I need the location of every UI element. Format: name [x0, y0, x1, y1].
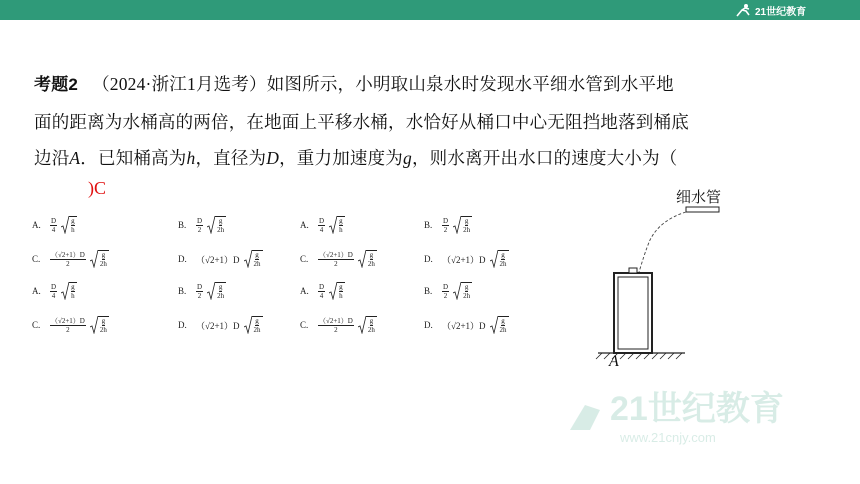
option-label: C.	[32, 254, 41, 264]
option-coef: （√2+1）D	[442, 320, 486, 331]
option-coef: （√2+1）D	[196, 254, 240, 265]
option-c	[32, 316, 109, 334]
option-fraction: $\frac{D}{2}$	[197, 216, 203, 234]
option-a	[300, 282, 345, 300]
bucket-diagram	[590, 180, 740, 380]
option-label: D.	[178, 254, 187, 264]
option-fraction: $\frac{D}{4}$	[319, 216, 325, 234]
option-label: A.	[300, 220, 309, 230]
sqrt-symbol: g 2h	[207, 282, 226, 300]
option-label: B.	[178, 286, 187, 296]
var-D: D	[266, 148, 280, 168]
sqrt-symbol: g 2h	[90, 250, 109, 268]
question-line-3	[34, 146, 677, 170]
option-label: D.	[424, 320, 433, 330]
bucket	[614, 273, 652, 353]
option-fraction: $\frac{D}{2}$	[197, 282, 203, 300]
text-segment: ，则水离开出水口的速度大小为（	[411, 148, 678, 168]
option-fraction: $\frac{(√2+1)D}{2}$	[51, 316, 85, 334]
pipe-label: 细水管	[676, 188, 722, 206]
option-fraction: $\frac{D}{4}$	[51, 216, 57, 234]
top-banner	[0, 0, 860, 20]
bucket-mouth	[629, 268, 637, 273]
option-fraction: $\frac{(√2+1)D}{2}$	[319, 250, 353, 268]
brand-logo-text: 21世纪教育	[755, 6, 807, 18]
option-label: A.	[32, 220, 41, 230]
option-a	[32, 216, 77, 234]
option-label: D.	[424, 254, 433, 264]
option-d	[178, 250, 263, 268]
option-d	[178, 316, 263, 334]
option-b	[424, 216, 472, 234]
water-pipe	[686, 207, 719, 212]
option-label: B.	[424, 286, 433, 296]
option-fraction: $\frac{D}{4}$	[51, 282, 57, 300]
sqrt-symbol: g 2h	[207, 216, 226, 234]
sqrt-symbol: g 2h	[90, 316, 109, 334]
sqrt-symbol: g 2h	[358, 250, 377, 268]
watermark-text: 21世纪教育	[610, 390, 784, 428]
option-fraction: $\frac{D}{4}$	[319, 282, 325, 300]
text-segment: ，直径为	[195, 148, 267, 168]
option-fraction: $\frac{D}{2}$	[443, 282, 449, 300]
option-d	[424, 316, 509, 334]
option-coef: （√2+1）D	[442, 254, 486, 265]
answer-letter: C	[94, 178, 107, 198]
sqrt-symbol: g h	[61, 216, 77, 234]
option-b	[424, 282, 472, 300]
option-c	[300, 250, 377, 268]
option-a	[300, 216, 345, 234]
question-label: 考题2	[34, 75, 79, 94]
point-A-label: A	[609, 353, 619, 370]
question-line-1	[34, 72, 674, 97]
sqrt-symbol: g 2h	[490, 316, 509, 334]
watermark-url: www.21cnjy.com	[620, 430, 716, 445]
option-fraction: $\frac{(√2+1)D}{2}$	[319, 316, 353, 334]
option-c	[32, 250, 109, 268]
brand-logo	[734, 2, 830, 18]
option-b	[178, 216, 226, 234]
var-h: h	[186, 148, 196, 168]
var-g: g	[403, 148, 412, 168]
text-segment: ，重力加速度为	[279, 148, 404, 168]
sqrt-symbol: g 2h	[358, 316, 377, 334]
var-A: A	[69, 148, 81, 168]
option-fraction: $\frac{(√2+1)D}{2}$	[51, 250, 85, 268]
option-label: C.	[300, 320, 309, 330]
text-segment: 边沿	[34, 148, 70, 168]
option-label: A.	[32, 286, 41, 296]
option-label: A.	[300, 286, 309, 296]
option-d	[424, 250, 509, 268]
option-label: B.	[424, 220, 433, 230]
watermark-runner-icon	[570, 405, 600, 430]
option-b	[178, 282, 226, 300]
option-label: C.	[32, 320, 41, 330]
sqrt-symbol: g 2h	[453, 216, 472, 234]
answer-bracket: )	[88, 178, 94, 198]
text-segment: ．已知桶高为	[80, 148, 187, 168]
option-label: D.	[178, 320, 187, 330]
answer-mark	[88, 178, 106, 199]
option-coef: （√2+1）D	[196, 320, 240, 331]
watermark-logo	[550, 380, 850, 450]
runner-icon	[734, 3, 752, 17]
sqrt-symbol: g 2h	[244, 250, 263, 268]
sqrt-symbol: g h	[329, 216, 345, 234]
option-c	[300, 316, 377, 334]
option-fraction: $\frac{D}{2}$	[443, 216, 449, 234]
sqrt-symbol: g 2h	[453, 282, 472, 300]
option-a	[32, 282, 77, 300]
sqrt-symbol: g 2h	[244, 316, 263, 334]
sqrt-symbol: g 2h	[490, 250, 509, 268]
question-source: （2024·浙江1月选考）如图所示，小明取山泉水时发现水平细水管到水平地	[92, 74, 674, 94]
option-label: C.	[300, 254, 309, 264]
option-label: B.	[178, 220, 187, 230]
sqrt-symbol: g h	[61, 282, 77, 300]
sqrt-symbol: g h	[329, 282, 345, 300]
question-line-2: 面的距离为水桶高的两倍，在地面上平移水桶，水恰好从桶口中心无阻挡地落到桶底	[34, 112, 689, 132]
